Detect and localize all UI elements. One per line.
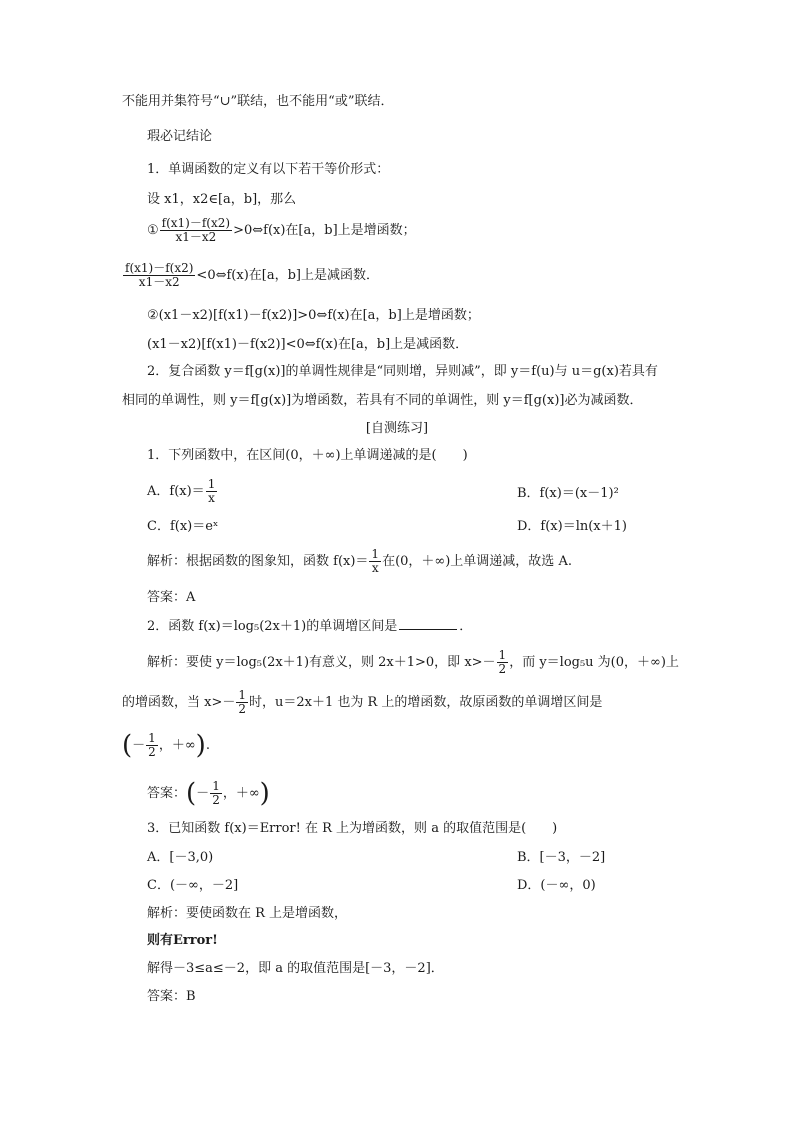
- q2-stem: 2．函数 f(x)＝log₅(2x＋1)的单调增区间是 ．: [147, 619, 473, 634]
- conclusion-1-form-d: (x1－x2)[f(x1)－f(x2)]<0⇔f(x)在[a，b]上是减函数．: [147, 337, 469, 352]
- q3-option-c: C．(－∞，－2]: [147, 878, 239, 893]
- difference-quotient-fraction: $\frac{f(x1)-f(x2)}{x1-x2}$: [125, 261, 194, 289]
- conclusion-1-form-b: $\frac{f(x1)-f(x2)}{x1-x2}$ <0⇔f(x)在[a，b]上是减函数．: [125, 261, 379, 289]
- q3-options-row-2: [147, 878, 707, 894]
- q1-option-c: C．f(x)＝eˣ: [147, 519, 219, 534]
- conclusions-heading: 瑕必记结论: [147, 129, 213, 144]
- q1-options-row-2: [147, 519, 707, 535]
- q1-options-row-1: [147, 478, 707, 505]
- conclusion-1-setup: 设 x1，x2∈[a，b]，那么: [147, 192, 297, 207]
- q3-stem: 3．已知函数 f(x)＝Error! 在 R 上为增函数，则 a 的取值范围是( ): [147, 821, 558, 836]
- conclusion-1-title: 1．单调函数的定义有以下若干等价形式：: [147, 162, 390, 177]
- q3-option-a: A．[－3,0): [147, 850, 214, 865]
- q1-stem: 1．下列函数中，在区间(0，＋∞)上单调递减的是( ): [147, 448, 468, 463]
- section-title: [自测练习]: [365, 421, 429, 436]
- q3-answer: 答案：B: [147, 989, 196, 1004]
- q2-answer: 答案：(－ $\frac{1}{2}$ ，＋∞): [147, 778, 270, 809]
- circled-one-mark: ①: [147, 223, 159, 238]
- q3-solution-line-1: 解析：要使函数在 R 上是增函数，: [147, 906, 348, 921]
- difference-quotient-fraction: $\frac{f(x1)-f(x2)}{x1-x2}$: [161, 216, 231, 244]
- conclusion-1-form-c: ②(x1－x2)[f(x1)－f(x2)]>0⇔f(x)在[a，b]上是增函数；: [147, 308, 480, 323]
- intro-text: 不能用并集符号“∪”联结，也不能用“或”联结．: [122, 94, 394, 109]
- q2-solution-line-3: (－ $\frac{1}{2}$ ，＋∞).: [122, 730, 210, 761]
- q2-solution-line-1: 解析：要使 y＝log₅(2x＋1)有意义，则 2x＋1>0，即 x>－ $\frac{1}{2}$ ，而 y＝log₅u 为(0，＋∞)上: [147, 648, 679, 676]
- q1-option-b: B．f(x)＝(x－1)²: [517, 486, 619, 501]
- q3-option-d: D．(－∞，0): [517, 878, 596, 893]
- q3-solution-line-3: 解得－3≤a≤－2，即 a 的取值范围是[－3，－2]．: [147, 961, 444, 976]
- conclusion-2-line-2: 相同的单调性，则 y＝f[g(x)]为增函数，若具有不同的单调性，则 y＝f[g(x)]必为减函数．: [122, 393, 643, 408]
- answer-blank: [399, 617, 457, 630]
- q2-solution-line-2: 的增函数，当 x>－ $\frac{1}{2}$ 时，u＝2x＋1 也为 R 上的增函数，故原函数的单调增区间是: [122, 688, 603, 716]
- q3-options-row-1: [147, 850, 707, 866]
- q3-option-b: B．[－3，－2]: [517, 850, 606, 865]
- q1-solution: 解析：根据函数的图象知，函数 f(x)＝ $\frac{1}{x}$ 在(0，＋∞)上单调递减，故选 A.: [147, 547, 572, 575]
- q1-option-d: D．f(x)＝ln(x＋1): [517, 519, 627, 534]
- conclusion-2-line-1: 2．复合函数 y＝f[g(x)]的单调性规律是“同则增，异则减”，即 y＝f(u)与 u＝g(x)若具有: [147, 364, 658, 379]
- q3-solution-line-2: 则有Error!: [147, 933, 218, 948]
- conclusion-1-form-a: ① $\frac{f(x1)-f(x2)}{x1-x2}$ >0⇔f(x)在[a，b]上是增函数；: [147, 216, 416, 244]
- q1-answer: 答案：A: [147, 590, 196, 605]
- q1-option-a: A．f(x)＝ $\frac{1}{x}$: [147, 477, 216, 505]
